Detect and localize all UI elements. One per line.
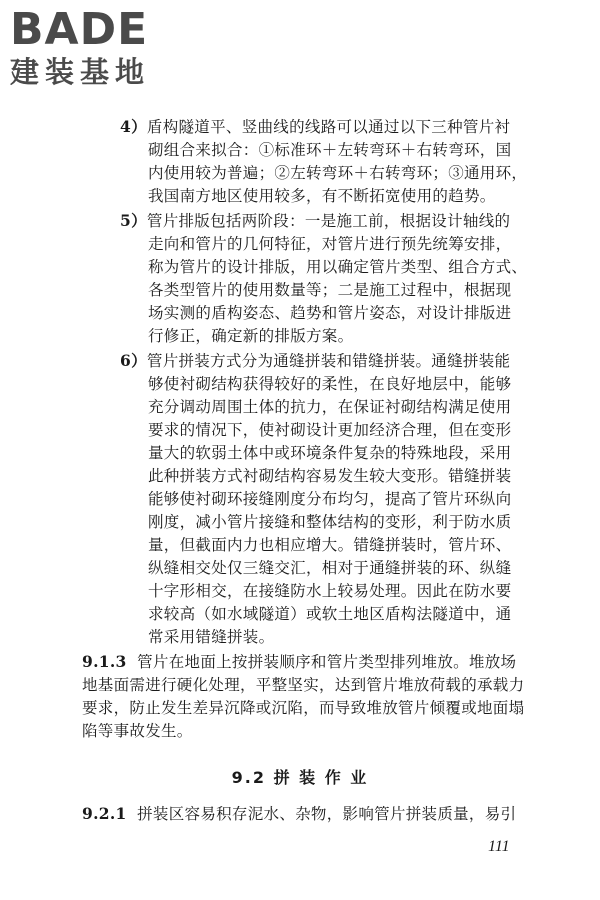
- text-line: 管片在地面上按拼装顺序和管片类型排列堆放。堆放场: [137, 653, 517, 671]
- text-line: 称为管片的设计排版，用以确定管片类型、组合方式、: [148, 258, 528, 276]
- text-line: 行修正，确定新的排版方案。: [148, 327, 354, 345]
- text-line: 陷等事故发生。: [82, 722, 193, 740]
- text-line: 纵缝相交处仅三缝交汇，相对于通缝拼装的环、纵缝: [148, 559, 512, 577]
- text-line: 常采用错缝拼装。: [148, 628, 275, 646]
- logo-wordmark: BADE: [10, 4, 149, 55]
- text-line: 盾构隧道平、竖曲线的线路可以通过以下三种管片衬: [146, 118, 511, 136]
- bade-logo: [10, 6, 150, 90]
- text-line: 我国南方地区使用较多，有不断拓宽使用的趋势。: [148, 187, 496, 205]
- text-line: 场实测的盾构姿态、趋势和管片姿态，对设计排版进: [148, 304, 512, 322]
- clause-number: 9.2.1: [82, 804, 127, 823]
- text-line: 拼装区容易积存泥水、杂物，影响管片拼装质量，易引: [137, 805, 517, 823]
- text-line: 要求，防止发生差异沉降或沉陷，而导致堆放管片倾覆或地面塌: [82, 699, 525, 717]
- text-line: 内使用较为普遍；②左转弯环＋右转弯环；③通用环，: [148, 164, 528, 182]
- text-line: 管片排版包括两阶段：一是施工前，根据设计轴线的: [146, 212, 511, 230]
- text-line: 量，但截面内力也相应增大。错缝拼装时，管片环、: [148, 536, 512, 554]
- text-line: 刚度，减小管片接缝和整体结构的变形，利于防水质: [148, 513, 512, 531]
- text-line: 求较高（如水域隧道）或软土地区盾构法隧道中，通: [148, 605, 512, 623]
- section-heading: 9.2 拼 装 作 业: [231, 768, 369, 787]
- text-line: 能够使衬砌环接缝刚度分布均匀，提高了管片环纵向: [148, 490, 512, 508]
- text-line: 充分调动周围土体的抗力，在保证衬砌结构满足使用: [148, 398, 512, 416]
- text-line: 各类型管片的使用数量等；二是施工过程中，根据现: [148, 281, 512, 299]
- text-line: 十字形相交，在接缝防水上较易处理。因此在防水要: [148, 582, 512, 600]
- text-line: 砌组合来拟合：①标准环＋左转弯环＋右转弯环，国: [148, 141, 512, 159]
- text-line: 地基面需进行硬化处理，平整坚实，达到管片堆放荷载的承载力: [82, 676, 525, 694]
- item-number: 5）: [120, 211, 147, 230]
- text-line: 够使衬砌结构获得较好的柔性，在良好地层中，能够: [148, 375, 512, 393]
- text-line: 量大的软弱土体中或环境条件复杂的特殊地段，采用: [148, 444, 512, 462]
- clause-number: 9.1.3: [82, 652, 127, 671]
- item-number: 4）: [120, 117, 147, 136]
- logo-subtitle: 建装基地: [10, 55, 151, 89]
- page-number: 111: [488, 838, 510, 855]
- text-line: 要求的情况下，使衬砌设计更加经济合理，但在变形: [148, 421, 512, 439]
- text-line: 此种拼装方式衬砌结构容易发生较大变形。错缝拼装: [148, 467, 512, 485]
- text-line: 走向和管片的几何特征，对管片进行预先统筹安排，: [148, 235, 512, 253]
- item-number: 6）: [120, 351, 147, 370]
- text-line: 管片拼装方式分为通缝拼装和错缝拼装。通缝拼装能: [146, 352, 511, 370]
